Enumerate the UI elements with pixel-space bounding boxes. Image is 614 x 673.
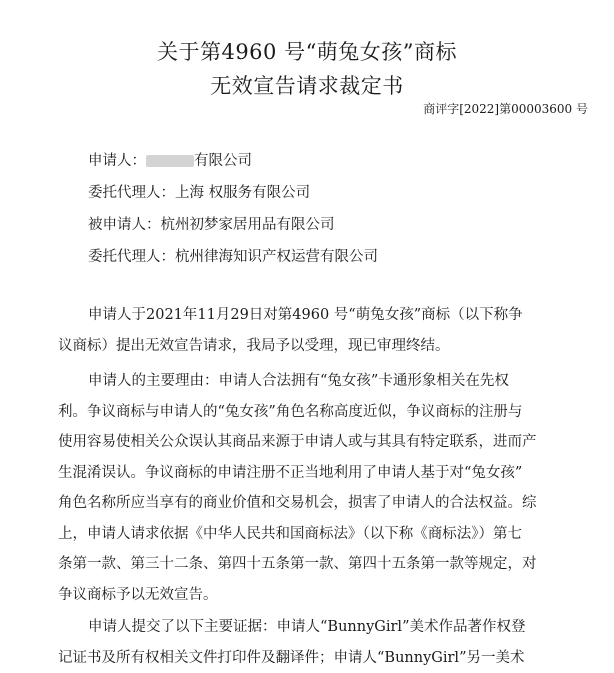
party-label: 委托代理人： [88,249,175,265]
paragraph-line: 争议商标予以无效宣告。 [58,580,588,611]
paragraph-line: 上，申请人请求依据《中华人民共和国商标法》（以下称《商标法》）第七 [58,519,588,550]
document-number: 商评字[2022]第00003600 号 [423,100,588,117]
party-respondent-agent [88,245,378,266]
paragraph-line: 利。争议商标与申请人的“兔女孩”角色名称高度近似，争议商标的注册与 [58,397,588,428]
paragraph-line: 申请人的主要理由：申请人合法拥有“兔女孩”卡通形象相关在先权 [88,366,588,397]
paragraph-line: 申请人于2021年11月29日对第4960 号“萌兔女孩”商标（以下称争 [88,300,588,331]
party-respondent [88,213,335,234]
party-value: 杭州律海知识产权运营有限公司 [175,249,378,265]
party-value: 上海 权服务有限公司 [175,185,310,201]
paragraph-line: 议商标）提出无效宣告请求，我局予以受理，现已审理终结。 [58,331,588,362]
paragraph-evidence [88,612,588,673]
paragraph-line: 使用容易使相关公众误认其商品来源于申请人或与其具有特定联系，进而产 [58,427,588,458]
party-value: 杭州初梦家居用品有限公司 [161,217,335,233]
paragraph-line: 条第一款、第三十二条、第四十五条第一款、第四十五条第一款等规定，对 [58,549,588,580]
paragraph-line: 生混淆误认。争议商标的申请注册不正当地利用了申请人基于对“兔女孩” [58,458,588,489]
party-applicant [88,149,252,170]
redaction-mark [146,155,194,167]
paragraph-line: 角色名称所应当享有的商业价值和交易机会，损害了申请人的合法权益。综 [58,488,588,519]
party-label: 被申请人： [88,217,161,233]
paragraph-line: 申请人提交了以下主要证据：申请人“BunnyGirl”美术作品著作权登 [88,612,588,643]
paragraph-applicant-reasons [88,366,588,610]
party-applicant-agent [88,181,310,202]
paragraph-request [88,300,588,361]
paragraph-line: 记证书及所有权相关文件打印件及翻译件；申请人“BunnyGirl”另一美术 [58,643,588,673]
party-label: 申请人： [88,153,146,169]
document-title-line1: 关于第4960 号“萌兔女孩”商标 [0,36,614,66]
document-title-line2: 无效宣告请求裁定书 [0,70,614,100]
party-label: 委托代理人： [88,185,175,201]
party-value: 有限公司 [194,153,252,169]
